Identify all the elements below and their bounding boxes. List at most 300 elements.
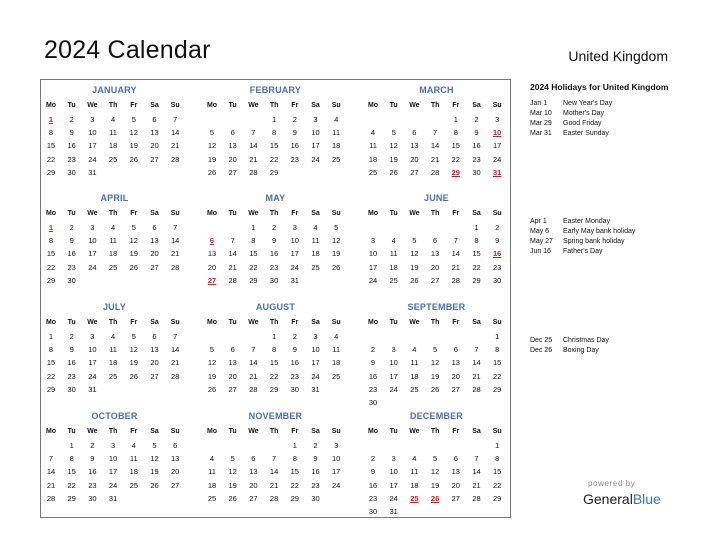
- day-cell: 7: [251, 345, 256, 355]
- day-cell: 14: [228, 249, 237, 259]
- day-cell: 15: [67, 467, 76, 477]
- day-cell: 25: [368, 167, 378, 177]
- day-cell: 29: [493, 493, 502, 503]
- day-cell: 4: [412, 454, 417, 464]
- weekday-label: Tu: [228, 102, 237, 109]
- day-cell: 27: [249, 493, 258, 503]
- day-cell: 15: [249, 249, 258, 259]
- day-cell: 30: [290, 384, 299, 394]
- day-cell: 29: [67, 493, 76, 503]
- weekday-label: Tu: [389, 102, 398, 109]
- day-cell: 18: [207, 480, 217, 490]
- month-august: [203, 302, 353, 402]
- holidays-title: 2024 Holidays for United Kingdom: [530, 82, 669, 92]
- day-cell: 10: [332, 454, 341, 464]
- day-cell: 11: [208, 467, 216, 477]
- weekday-label: Fr: [452, 210, 460, 217]
- day-cell: 5: [391, 128, 396, 138]
- day-cell: 25: [207, 493, 217, 503]
- holiday-name: New Year's Day: [563, 100, 613, 107]
- day-cell: 5: [209, 345, 215, 355]
- day-cell: 20: [171, 467, 180, 477]
- day-cell: 23: [472, 154, 481, 164]
- day-cell: 26: [332, 262, 341, 272]
- weekday-label: Su: [492, 428, 502, 435]
- holiday-name: Christmas Day: [563, 337, 609, 344]
- day-cell: 20: [150, 358, 159, 368]
- day-cell: 26: [228, 493, 237, 503]
- day-cell: 8: [272, 128, 277, 138]
- brand-blue: Blue: [632, 491, 661, 507]
- weekday-label: We: [248, 102, 259, 109]
- month-january: [42, 85, 192, 185]
- day-cell: 18: [332, 141, 341, 151]
- day-cell: 4: [111, 115, 116, 124]
- day-cell: 16: [67, 249, 76, 259]
- day-cell: 15: [269, 358, 279, 368]
- day-cell: 9: [495, 236, 500, 246]
- day-cell: 24: [311, 371, 320, 381]
- weekday-label: Tu: [228, 428, 237, 435]
- holiday-item: [530, 218, 690, 228]
- month-may: [203, 193, 353, 293]
- day-cell: 24: [389, 493, 398, 503]
- day-cell: 28: [430, 167, 440, 177]
- day-cell: 13: [228, 141, 237, 151]
- day-cell: 26: [207, 167, 217, 177]
- day-cell: 14: [171, 345, 180, 355]
- day-cell: 18: [108, 249, 118, 259]
- day-cell: 9: [69, 345, 74, 355]
- holiday-date: Mar 31: [530, 130, 552, 137]
- day-cell: 24: [290, 262, 299, 272]
- day-cell: 30: [472, 167, 481, 177]
- month-name: AUGUST: [255, 302, 296, 312]
- day-cell: 27: [150, 262, 159, 272]
- day-cell: 21: [171, 358, 180, 368]
- day-cell: 3: [370, 236, 376, 246]
- weekday-label: Sa: [311, 102, 320, 109]
- day-cell: 4: [391, 236, 396, 246]
- month-march: [364, 85, 514, 185]
- weekday-label: Fr: [130, 428, 138, 435]
- day-cell: 3: [391, 345, 396, 355]
- day-cell: 23: [67, 371, 76, 381]
- day-cell: 2: [292, 115, 297, 124]
- day-cell: 11: [109, 345, 117, 355]
- day-cell: 11: [410, 358, 419, 368]
- day-cell: 1: [272, 115, 277, 124]
- day-cell: 9: [69, 236, 74, 246]
- day-cell: 17: [368, 262, 378, 272]
- day-cell: 5: [433, 345, 438, 355]
- holiday-date: May 27: [530, 238, 553, 245]
- weekday-label: Su: [170, 319, 180, 326]
- holiday-name: Boxing Day: [563, 347, 599, 354]
- day-cell: 25: [311, 262, 320, 272]
- day-cell: 29: [269, 384, 279, 394]
- weekday-label: Fr: [291, 102, 299, 109]
- day-cell: 9: [90, 454, 95, 464]
- holiday-name: Spring bank holiday: [563, 238, 625, 245]
- weekday-label: Tu: [67, 102, 76, 109]
- day-cell: 8: [48, 345, 54, 355]
- day-cell: 22: [290, 480, 299, 490]
- day-cell: 22: [46, 371, 56, 381]
- day-cell: 26: [150, 480, 159, 490]
- day-cell: 3: [391, 454, 396, 464]
- weekday-label: We: [87, 102, 98, 109]
- day-cell: 23: [311, 480, 320, 490]
- day-cell: 8: [495, 345, 500, 355]
- day-cell: 7: [173, 332, 178, 341]
- day-cell: 13: [451, 467, 460, 477]
- day-cell: 6: [230, 128, 235, 138]
- day-cell: 9: [292, 128, 297, 138]
- month-november: [203, 411, 353, 511]
- holiday-day-cell: 26: [430, 493, 440, 503]
- day-cell: 30: [493, 275, 502, 285]
- day-cell: 18: [389, 262, 398, 272]
- day-cell: 21: [269, 480, 279, 490]
- day-cell: 6: [173, 441, 178, 450]
- weekday-label: Tu: [228, 319, 237, 326]
- day-cell: 4: [412, 345, 417, 355]
- day-cell: 25: [108, 154, 118, 164]
- day-cell: 20: [228, 154, 237, 164]
- day-cell: 16: [269, 249, 279, 259]
- weekday-label: Su: [170, 102, 180, 109]
- day-cell: 30: [269, 275, 279, 285]
- day-cell: 12: [207, 358, 217, 368]
- holiday-name: Mother's Day: [563, 110, 605, 117]
- day-cell: 24: [108, 480, 118, 490]
- day-cell: 9: [313, 454, 318, 464]
- day-cell: 9: [474, 128, 479, 138]
- day-cell: 19: [207, 371, 217, 381]
- day-cell: 10: [311, 128, 320, 138]
- day-cell: 21: [228, 262, 237, 272]
- weekday-label: We: [409, 319, 420, 326]
- day-cell: 23: [88, 480, 97, 490]
- month-april: [42, 193, 192, 293]
- holiday-item: [530, 337, 690, 347]
- holiday-group: [530, 218, 690, 258]
- day-cell: 11: [332, 345, 341, 355]
- day-cell: 21: [249, 371, 258, 381]
- day-cell: 8: [292, 454, 297, 464]
- day-cell: 14: [430, 141, 440, 151]
- day-cell: 16: [368, 480, 378, 490]
- day-cell: 13: [150, 128, 159, 138]
- day-cell: 3: [495, 115, 500, 124]
- brand-name: [583, 491, 661, 507]
- day-cell: 7: [230, 236, 235, 246]
- day-cell: 17: [311, 141, 320, 151]
- holiday-name: Good Friday: [563, 120, 602, 127]
- day-cell: 29: [46, 167, 56, 177]
- holiday-day-cell: 1: [48, 223, 54, 232]
- day-cell: 4: [209, 454, 215, 464]
- day-cell: 6: [230, 345, 235, 355]
- weekday-label: Su: [170, 428, 180, 435]
- weekday-label: Th: [430, 428, 440, 435]
- month-october: [42, 411, 192, 511]
- day-cell: 22: [472, 262, 481, 272]
- holiday-date: Jun 16: [530, 248, 552, 255]
- day-cell: 15: [46, 249, 56, 259]
- day-cell: 11: [109, 236, 117, 246]
- day-cell: 4: [111, 332, 116, 341]
- weekday-label: Mo: [206, 319, 218, 326]
- weekday-label: Mo: [367, 210, 379, 217]
- day-cell: 1: [292, 441, 297, 450]
- day-cell: 21: [472, 371, 481, 381]
- day-cell: 16: [368, 371, 378, 381]
- day-cell: 18: [410, 371, 419, 381]
- day-cell: 4: [334, 332, 339, 341]
- day-cell: 25: [332, 154, 341, 164]
- holiday-name: Easter Sunday: [563, 130, 609, 137]
- day-cell: 24: [493, 154, 502, 164]
- day-cell: 27: [430, 275, 440, 285]
- day-cell: 6: [152, 115, 157, 124]
- day-cell: 2: [272, 223, 277, 232]
- day-cell: 29: [46, 384, 56, 394]
- day-cell: 8: [474, 236, 479, 246]
- day-cell: 25: [332, 371, 341, 381]
- day-cell: 14: [269, 467, 279, 477]
- day-cell: 20: [207, 262, 217, 272]
- day-cell: 22: [451, 154, 460, 164]
- day-cell: 20: [249, 480, 258, 490]
- day-cell: 26: [129, 262, 138, 272]
- day-cell: 4: [313, 223, 318, 232]
- day-cell: 29: [290, 493, 299, 503]
- day-cell: 26: [129, 154, 138, 164]
- day-cell: 10: [389, 467, 398, 477]
- month-name: JULY: [102, 302, 126, 312]
- day-cell: 10: [290, 236, 299, 246]
- month-december: [364, 411, 514, 516]
- day-cell: 21: [472, 480, 481, 490]
- day-cell: 19: [129, 141, 138, 151]
- day-cell: 1: [251, 223, 256, 232]
- weekday-label: Tu: [67, 428, 76, 435]
- day-cell: 7: [453, 236, 458, 246]
- day-cell: 14: [171, 128, 180, 138]
- weekday-label: Sa: [150, 210, 159, 217]
- weekday-label: Su: [331, 102, 341, 109]
- holiday-name: Early May bank holiday: [563, 228, 636, 235]
- day-cell: 25: [389, 275, 398, 285]
- month-name: JANUARY: [92, 85, 137, 95]
- day-cell: 5: [433, 454, 438, 464]
- day-cell: 15: [451, 141, 460, 151]
- day-cell: 6: [152, 223, 157, 232]
- day-cell: 9: [370, 467, 376, 477]
- day-cell: 19: [430, 371, 440, 381]
- day-cell: 1: [48, 332, 54, 341]
- powered-by-text: powered by: [588, 479, 636, 488]
- day-cell: 28: [472, 493, 481, 503]
- day-cell: 18: [332, 358, 341, 368]
- day-cell: 6: [251, 454, 256, 464]
- weekday-label: Sa: [472, 102, 481, 109]
- day-cell: 3: [111, 441, 116, 450]
- holiday-item: [530, 228, 690, 238]
- day-cell: 20: [410, 154, 419, 164]
- weekday-label: Su: [170, 210, 180, 217]
- day-cell: 6: [453, 454, 458, 464]
- brand-general: General: [583, 491, 633, 507]
- weekday-label: Sa: [472, 428, 481, 435]
- day-cell: 30: [368, 398, 378, 407]
- day-cell: 23: [368, 493, 378, 503]
- month-name: MARCH: [419, 85, 454, 95]
- day-cell: 21: [430, 154, 440, 164]
- holiday-item: [530, 100, 690, 110]
- day-cell: 28: [269, 493, 279, 503]
- day-cell: 25: [410, 384, 419, 394]
- weekday-label: Sa: [311, 319, 320, 326]
- day-cell: 24: [389, 384, 398, 394]
- day-cell: 31: [290, 275, 299, 285]
- day-cell: 28: [46, 493, 56, 503]
- day-cell: 7: [474, 345, 479, 355]
- month-name: JUNE: [424, 193, 449, 203]
- day-cell: 4: [131, 441, 136, 450]
- weekday-label: Su: [331, 210, 341, 217]
- day-cell: 12: [430, 358, 440, 368]
- day-cell: 5: [209, 128, 215, 138]
- day-cell: 9: [272, 236, 277, 246]
- month-name: DECEMBER: [409, 411, 463, 421]
- day-cell: 20: [451, 480, 460, 490]
- day-cell: 10: [88, 236, 97, 246]
- day-cell: 21: [249, 154, 258, 164]
- weekday-label: Th: [430, 210, 440, 217]
- day-cell: 26: [129, 371, 138, 381]
- day-cell: 22: [493, 480, 502, 490]
- day-cell: 15: [46, 141, 56, 151]
- weekday-label: Fr: [130, 102, 138, 109]
- day-cell: 29: [269, 167, 279, 177]
- month-name: NOVEMBER: [248, 411, 303, 421]
- weekday-label: Fr: [130, 319, 138, 326]
- day-cell: 6: [433, 236, 438, 246]
- day-cell: 12: [150, 454, 159, 464]
- month-name: OCTOBER: [91, 411, 138, 421]
- holiday-item: [530, 248, 690, 258]
- day-cell: 28: [249, 167, 258, 177]
- day-cell: 15: [269, 141, 279, 151]
- day-cell: 17: [389, 480, 398, 490]
- day-cell: 11: [369, 141, 377, 151]
- weekday-label: Tu: [389, 428, 398, 435]
- weekday-label: Fr: [291, 319, 299, 326]
- weekday-label: Mo: [45, 102, 57, 109]
- day-cell: 7: [251, 128, 256, 138]
- weekday-label: Mo: [206, 210, 218, 217]
- day-cell: 6: [152, 332, 157, 341]
- holiday-date: Apr 1: [530, 218, 547, 225]
- day-cell: 8: [495, 454, 500, 464]
- day-cell: 23: [290, 154, 299, 164]
- day-cell: 13: [410, 141, 419, 151]
- day-cell: 28: [171, 154, 180, 164]
- day-cell: 2: [370, 454, 376, 464]
- day-cell: 17: [88, 141, 97, 151]
- day-cell: 18: [129, 467, 138, 477]
- day-cell: 27: [228, 167, 237, 177]
- day-cell: 17: [389, 371, 398, 381]
- holiday-item: [530, 347, 690, 357]
- weekday-label: Th: [269, 210, 279, 217]
- holiday-date: Jan 1: [530, 100, 548, 107]
- day-cell: 15: [472, 249, 481, 259]
- weekday-label: Th: [108, 102, 118, 109]
- weekday-label: Su: [492, 102, 502, 109]
- day-cell: 4: [111, 223, 116, 232]
- day-cell: 22: [46, 262, 56, 272]
- day-cell: 3: [90, 115, 95, 124]
- day-cell: 14: [249, 141, 258, 151]
- day-cell: 13: [451, 358, 460, 368]
- day-cell: 7: [433, 128, 438, 138]
- day-cell: 24: [311, 154, 320, 164]
- day-cell: 8: [48, 128, 54, 138]
- day-cell: 28: [171, 371, 180, 381]
- holiday-name: Easter Monday: [563, 218, 611, 225]
- weekday-label: Su: [492, 210, 502, 217]
- day-cell: 21: [451, 262, 460, 272]
- day-cell: 14: [171, 236, 180, 246]
- weekday-label: We: [87, 210, 98, 217]
- day-cell: 13: [228, 358, 237, 368]
- day-cell: 2: [90, 441, 95, 450]
- day-cell: 27: [228, 384, 237, 394]
- day-cell: 14: [472, 358, 481, 368]
- day-cell: 8: [48, 236, 54, 246]
- day-cell: 22: [493, 371, 502, 381]
- day-cell: 19: [332, 249, 341, 259]
- day-cell: 31: [88, 384, 97, 394]
- day-cell: 9: [370, 358, 376, 368]
- weekday-label: Tu: [228, 210, 237, 217]
- holiday-name: Father's Day: [563, 248, 603, 255]
- day-cell: 16: [290, 141, 299, 151]
- day-cell: 4: [334, 115, 339, 124]
- day-cell: 2: [495, 223, 500, 232]
- day-cell: 19: [410, 262, 419, 272]
- day-cell: 23: [67, 154, 76, 164]
- day-cell: 16: [290, 358, 299, 368]
- weekday-label: Tu: [389, 210, 398, 217]
- day-cell: 23: [368, 384, 378, 394]
- day-cell: 28: [228, 275, 237, 285]
- day-cell: 3: [90, 332, 95, 341]
- day-cell: 11: [389, 249, 398, 259]
- day-cell: 23: [67, 262, 76, 272]
- weekday-label: Su: [331, 428, 341, 435]
- day-cell: 29: [46, 275, 56, 285]
- weekday-label: Fr: [452, 428, 460, 435]
- day-cell: 5: [131, 223, 136, 232]
- day-cell: 26: [430, 384, 440, 394]
- day-cell: 31: [389, 507, 398, 516]
- holiday-day-cell: 25: [410, 493, 419, 503]
